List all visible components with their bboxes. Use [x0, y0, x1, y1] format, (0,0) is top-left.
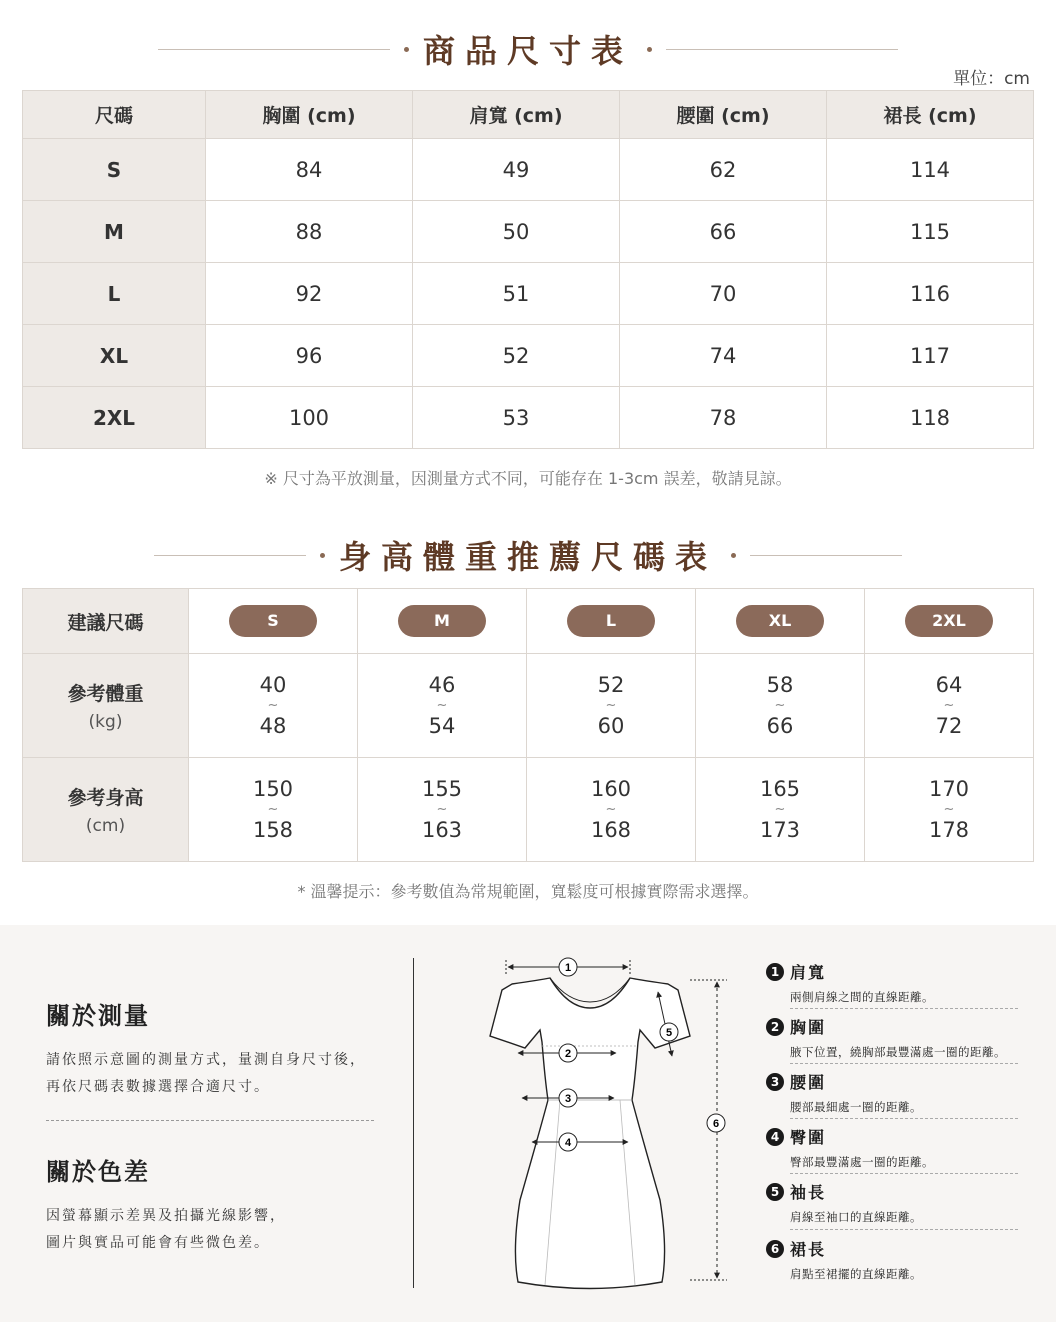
- column-header: 肩寬 (cm): [413, 91, 620, 139]
- column-header: 腰圍 (cm): [620, 91, 827, 139]
- table-row: [23, 589, 1034, 654]
- vertical-divider: [413, 958, 414, 1288]
- legend-desc: 腰部最細處一圈的距離。: [790, 1100, 922, 1114]
- table-cell: 118: [827, 387, 1034, 449]
- range-min: 160: [590, 776, 632, 801]
- svg-text:4: 4: [564, 1137, 572, 1149]
- range-min: 40: [259, 672, 287, 697]
- table-row: [23, 387, 1034, 449]
- size-pill: L: [567, 605, 655, 637]
- table-cell: 53: [413, 387, 620, 449]
- divider: [46, 1120, 374, 1121]
- svg-text:2: 2: [564, 1048, 572, 1060]
- dress-diagram: [440, 950, 740, 1295]
- divider: [750, 555, 902, 556]
- tilde: ~: [774, 802, 786, 817]
- tilde: ~: [267, 802, 279, 817]
- legend-name: 裙長: [790, 1240, 827, 1259]
- table-cell: 52: [413, 325, 620, 387]
- size-table: [22, 90, 1034, 449]
- dress-outline: [490, 978, 690, 1289]
- title-dot: [320, 553, 325, 558]
- about-color-text: [46, 1203, 376, 1257]
- table-cell: [696, 589, 865, 654]
- recommend-table: [22, 588, 1034, 862]
- text-line: 圖片與實品可能會有些微色差。: [46, 1235, 270, 1251]
- table-cell: 50: [413, 201, 620, 263]
- table-cell: 117: [827, 325, 1034, 387]
- size-pill: M: [398, 605, 486, 637]
- height-row-label: [23, 758, 189, 862]
- table-cell: [527, 654, 696, 758]
- about-color-title: 關於色差: [46, 1158, 150, 1186]
- svg-text:1: 1: [564, 962, 572, 974]
- range-max: 178: [928, 818, 970, 842]
- tilde: ~: [436, 698, 448, 713]
- marker-4: [559, 1133, 577, 1151]
- table-cell: [696, 758, 865, 862]
- range-min: 170: [928, 776, 970, 801]
- size-cell: L: [23, 263, 206, 325]
- table-cell: 84: [206, 139, 413, 201]
- svg-text:6: 6: [712, 1118, 720, 1130]
- table-cell: [696, 654, 865, 758]
- svg-text:5: 5: [665, 1027, 673, 1039]
- table-row: [23, 325, 1034, 387]
- about-measure-text: [46, 1047, 376, 1101]
- range-min: 155: [421, 776, 463, 801]
- divider: [790, 1063, 1018, 1064]
- table-cell: 96: [206, 325, 413, 387]
- recommend-title: 身高體重推薦尺碼表: [338, 538, 717, 576]
- column-header: 胸圍 (cm): [206, 91, 413, 139]
- table-cell: 78: [620, 387, 827, 449]
- range-max: 173: [759, 818, 801, 842]
- table-cell: 92: [206, 263, 413, 325]
- range-min: 150: [252, 776, 294, 801]
- number-badge: 3: [766, 1073, 784, 1091]
- text-line: 再依尺碼表數據選擇合適尺寸。: [46, 1079, 270, 1095]
- table-cell: 70: [620, 263, 827, 325]
- tilde: ~: [436, 802, 448, 817]
- legend-name: 腰圍: [790, 1073, 827, 1092]
- number-badge: 2: [766, 1018, 784, 1036]
- range-max: 72: [935, 714, 963, 738]
- range-min: 52: [597, 672, 625, 697]
- svg-text:3: 3: [564, 1093, 572, 1105]
- legend-desc: 臀部最豐滿處一圈的距離。: [790, 1155, 934, 1169]
- table-cell: 116: [827, 263, 1034, 325]
- range-min: 64: [935, 672, 963, 697]
- divider: [790, 1008, 1018, 1009]
- table-cell: 100: [206, 387, 413, 449]
- size-pill: XL: [736, 605, 824, 637]
- recommend-note: * 溫馨提示：參考數值為常規範圍，寬鬆度可根據實際需求選擇。: [297, 882, 759, 901]
- column-header: 裙長 (cm): [827, 91, 1034, 139]
- size-cell: M: [23, 201, 206, 263]
- weight-unit: (kg): [88, 712, 123, 732]
- table-cell: 49: [413, 139, 620, 201]
- recommend-title-bar: [0, 532, 1056, 578]
- table-cell: 74: [620, 325, 827, 387]
- tilde: ~: [943, 698, 955, 713]
- tilde: ~: [774, 698, 786, 713]
- about-color: [46, 1152, 376, 1257]
- unit-label: 單位：cm: [953, 69, 1030, 89]
- number-badge: 4: [766, 1128, 784, 1146]
- table-cell: [189, 758, 358, 862]
- tilde: ~: [943, 802, 955, 817]
- range-min: 58: [766, 672, 794, 697]
- divider: [158, 49, 390, 50]
- number-badge: 5: [766, 1183, 784, 1201]
- table-row: [23, 654, 1034, 758]
- range-min: 165: [759, 776, 801, 801]
- tilde: ~: [267, 698, 279, 713]
- title-dot: [731, 553, 736, 558]
- range-max: 168: [590, 818, 632, 842]
- title-dot: [647, 47, 652, 52]
- legend-desc: 腋下位置，繞胸部最豐滿處一圈的距離。: [790, 1045, 1006, 1059]
- divider: [790, 1229, 1018, 1230]
- size-chart-note: ※ 尺寸為平放測量，因測量方式不同，可能存在 1-3cm 誤差，敬請見諒。: [264, 469, 792, 488]
- table-row: [23, 263, 1034, 325]
- range-max: 60: [597, 714, 625, 738]
- divider: [790, 1118, 1018, 1119]
- size-cell: 2XL: [23, 387, 206, 449]
- tilde: ~: [605, 698, 617, 713]
- legend-item: [766, 1237, 1018, 1292]
- range-max: 163: [421, 818, 463, 842]
- size-cell: XL: [23, 325, 206, 387]
- table-cell: 51: [413, 263, 620, 325]
- table-cell: [189, 654, 358, 758]
- table-cell: 62: [620, 139, 827, 201]
- table-row: [23, 201, 1034, 263]
- weight-label: 參考體重: [67, 683, 144, 705]
- title-dot: [404, 47, 409, 52]
- divider: [154, 555, 306, 556]
- divider: [790, 1173, 1018, 1174]
- legend-desc: 肩點至裙擺的直線距離。: [790, 1267, 922, 1281]
- table-cell: [358, 654, 527, 758]
- legend-name: 袖長: [790, 1183, 827, 1202]
- table-cell: [189, 589, 358, 654]
- marker-5: [660, 1023, 678, 1041]
- size-chart-title: 商品尺寸表: [422, 32, 633, 70]
- divider: [666, 49, 898, 50]
- legend-item: [766, 1015, 1018, 1070]
- marker-1: [559, 958, 577, 976]
- height-unit: (cm): [85, 816, 126, 836]
- marker-3: [559, 1089, 577, 1107]
- number-badge: 6: [766, 1240, 784, 1258]
- size-pill: 2XL: [905, 605, 993, 637]
- legend-desc: 肩線至袖口的直線距離。: [790, 1210, 922, 1224]
- legend-name: 臀圍: [790, 1128, 827, 1147]
- range-max: 54: [428, 714, 456, 738]
- legend: [766, 960, 1018, 1292]
- size-chart-title-bar: [0, 26, 1056, 72]
- range-max: 48: [259, 714, 287, 738]
- legend-item: [766, 1125, 1018, 1180]
- table-cell: 66: [620, 201, 827, 263]
- number-badge: 1: [766, 963, 784, 981]
- legend-desc: 兩側肩線之間的直線距離。: [790, 990, 934, 1004]
- text-line: 請依照示意圖的測量方式，量測自身尺寸後，: [46, 1052, 366, 1068]
- size-row-label: 建議尺碼: [23, 589, 189, 654]
- table-cell: 114: [827, 139, 1034, 201]
- table-cell: [865, 589, 1034, 654]
- range-max: 158: [252, 818, 294, 842]
- column-header: 尺碼: [23, 91, 206, 139]
- table-cell: [358, 758, 527, 862]
- about-measure-title: 關於測量: [46, 1002, 150, 1030]
- legend-item: [766, 960, 1018, 1015]
- height-label: 參考身高: [67, 787, 144, 809]
- legend-name: 肩寬: [790, 963, 827, 982]
- marker-2: [559, 1044, 577, 1062]
- legend-name: 胸圍: [790, 1018, 827, 1037]
- table-header-row: [23, 91, 1034, 139]
- marker-6: [707, 1114, 725, 1132]
- tilde: ~: [605, 802, 617, 817]
- table-cell: [527, 589, 696, 654]
- table-cell: [527, 758, 696, 862]
- size-pill: S: [229, 605, 317, 637]
- table-cell: 115: [827, 201, 1034, 263]
- table-cell: [358, 589, 527, 654]
- text-line: 因螢幕顯示差異及拍攝光線影響，: [46, 1208, 286, 1224]
- weight-row-label: [23, 654, 189, 758]
- range-min: 46: [428, 672, 456, 697]
- range-max: 66: [766, 714, 794, 738]
- about-measure: [46, 996, 376, 1101]
- table-row: [23, 139, 1034, 201]
- table-cell: 88: [206, 201, 413, 263]
- size-cell: S: [23, 139, 206, 201]
- table-cell: [865, 654, 1034, 758]
- legend-item: [766, 1070, 1018, 1125]
- table-row: [23, 758, 1034, 862]
- table-cell: [865, 758, 1034, 862]
